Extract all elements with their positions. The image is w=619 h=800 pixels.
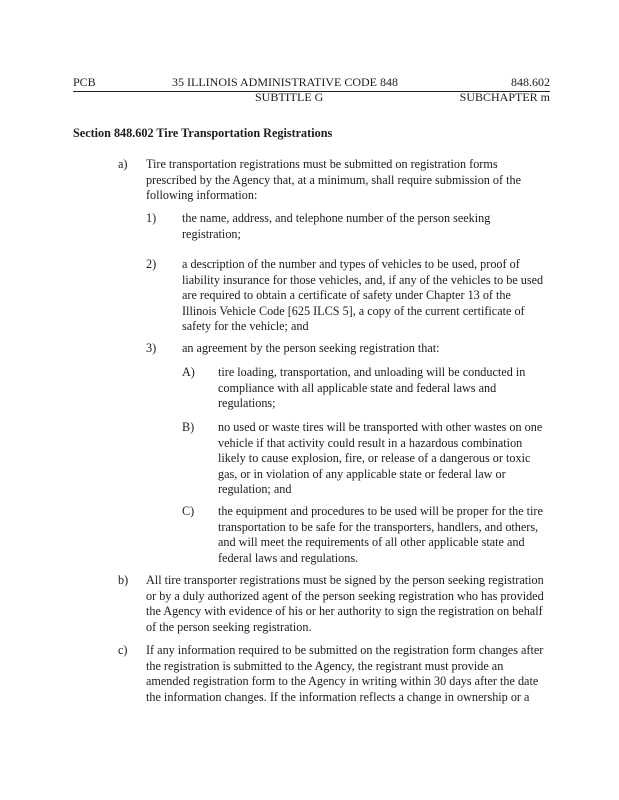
subitem-a-text: tire loading, transportation, and unloading will be conducted in compliance with all applicable state and federal laws and regulations; xyxy=(218,365,526,411)
subitem-c-text: the equipment and procedures to be used will be proper for the tire transportation to be safe for the transporters, handlers, and others, and will meet the requirements of all other applicable state and federal laws and regulations. xyxy=(218,504,543,565)
paragraph-b-text: All tire transporter registrations must be signed by the person seeking registration or by a duly authorized agent of the person seeking registration who has provided the Agency with evidence of his or her authority to sign the registration on behalf of the person seeking registration. xyxy=(146,573,544,634)
header-left: PCB xyxy=(73,75,96,89)
paragraph-c-label: c) xyxy=(118,643,128,657)
header-center: 35 ILLINOIS ADMINISTRATIVE CODE 848 xyxy=(172,75,398,89)
paragraph-a-label: a) xyxy=(118,157,128,171)
section-title: Section 848.602 Tire Transportation Registrations xyxy=(73,126,333,140)
header-subchapter: SUBCHAPTER m xyxy=(459,90,550,104)
item-1-label: 1) xyxy=(146,211,157,225)
paragraph-a-text: Tire transportation registrations must be submitted on registration forms prescribed by the Agency that, at a minimum, shall require submission of the following information: xyxy=(146,157,522,203)
subitem-b-text: no used or waste tires will be transported with other wastes on one vehicle if that activity could result in a hazardous combination likely to cause explosion, fire, or release of a dangerous or toxic gas, or in violation of any applicable state or federal law or regulation; and xyxy=(218,420,543,497)
item-3-text: an agreement by the person seeking registration that: xyxy=(182,341,440,355)
subitem-c-label: C) xyxy=(182,504,195,518)
item-2-label: 2) xyxy=(146,257,157,271)
paragraph-c-text: If any information required to be submitted on the registration form changes after the registration is submitted to the Agency, the registrant must provide an amended registration form to the Agency in writing within 30 days after the date the information changes. If the information reflects a change in ownership or a xyxy=(146,643,544,704)
paragraph-b-label: b) xyxy=(118,573,129,587)
header-subtitle: SUBTITLE G xyxy=(255,90,324,104)
item-1-text: the name, address, and telephone number of the person seeking registration; xyxy=(182,211,491,241)
item-3-label: 3) xyxy=(146,341,157,355)
subitem-a-label: A) xyxy=(182,365,195,379)
header-right: 848.602 xyxy=(511,75,550,89)
subitem-b-label: B) xyxy=(182,420,195,434)
item-2-text: a description of the number and types of vehicles to be used, proof of liability insurance for those vehicles, and, if any of the vehicles to be used are required to obtain a certificate of safety under Chapter 13 of the Illinois Vehicle Code [625 ILCS 5], a copy of the current certificate of safety for the vehicle; and xyxy=(182,257,544,334)
